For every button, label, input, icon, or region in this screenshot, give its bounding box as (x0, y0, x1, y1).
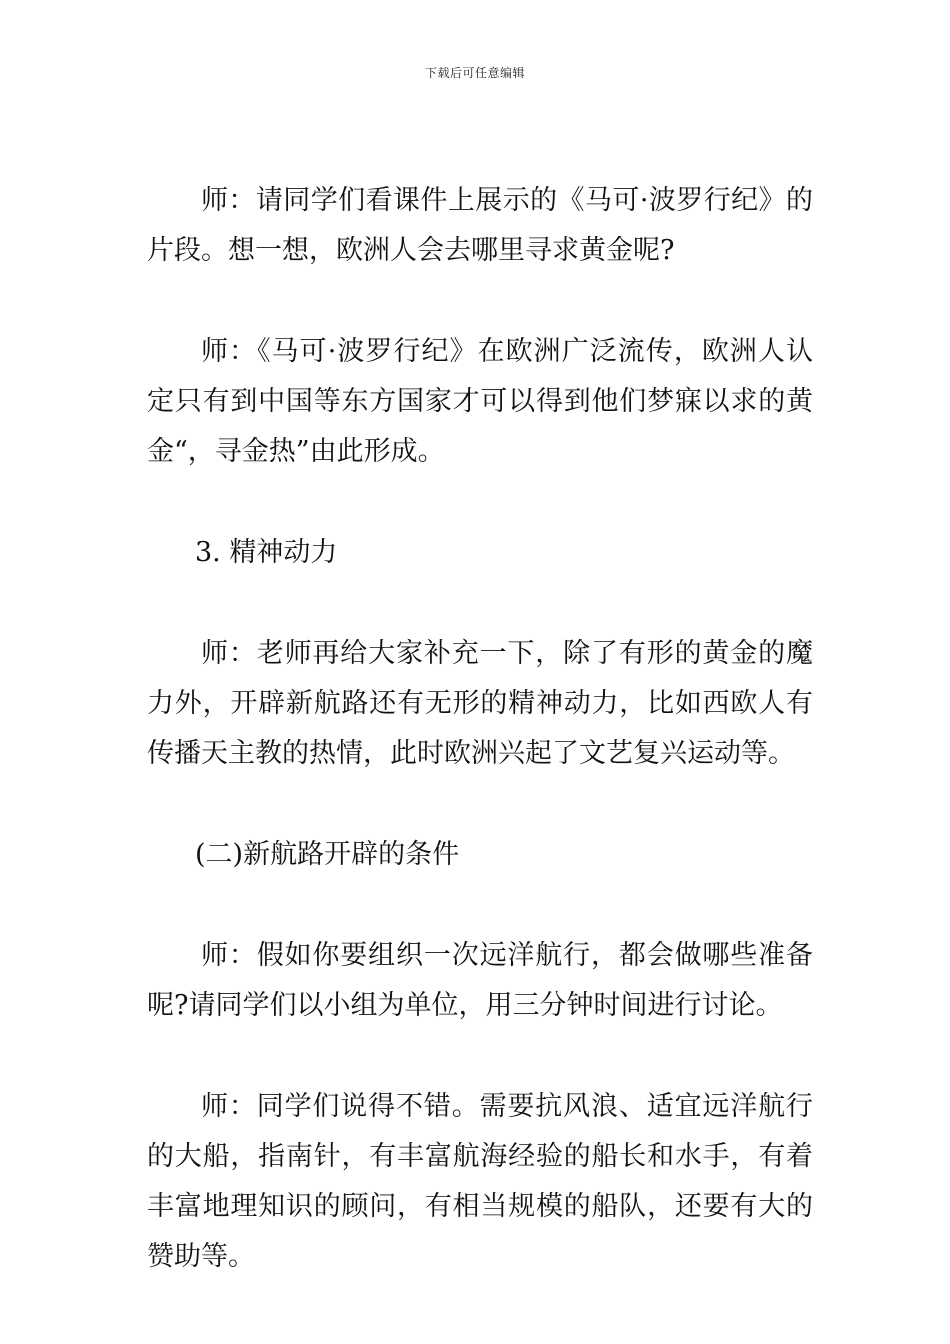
paragraph-spiritual-motive: 师：老师再给大家补充一下，除了有形的黄金的魔力外，开辟新航路还有无形的精神动力，比如西欧人有传播天主教的热情，此时欧洲兴起了文艺复兴运动等。 (147, 638, 813, 769)
paragraph-marco-polo-question: 师：请同学们看课件上展示的《马可·波罗行纪》的片段。想一想，欧洲人会去哪里寻求黄金呢? (147, 185, 813, 266)
paragraph-voyage-preparation: 师：假如你要组织一次远洋航行，都会做哪些准备呢?请同学们以小组为单位，用三分钟时间进行讨论。 (147, 940, 813, 1021)
paragraph-voyage-requirements: 师：同学们说得不错。需要抗风浪、适宜远洋航行的大船，指南针，有丰富航海经验的船长和水手，有着丰富地理知识的顾问，有相当规模的船队，还要有大的赞助等。 (147, 1091, 813, 1272)
paragraph-gold-rush: 师：《马可·波罗行纪》在欧洲广泛流传，欧洲人认定只有到中国等东方国家才可以得到他们梦寐以求的黄金“，寻金热”由此形成。 (147, 336, 813, 467)
page-header: 下载后可任意编辑 (424, 66, 525, 80)
section-heading-spiritual-motive: 3. 精神动力 (195, 537, 338, 568)
document-body (147, 176, 813, 1333)
section-heading-conditions: (二)新航路开辟的条件 (195, 839, 460, 870)
